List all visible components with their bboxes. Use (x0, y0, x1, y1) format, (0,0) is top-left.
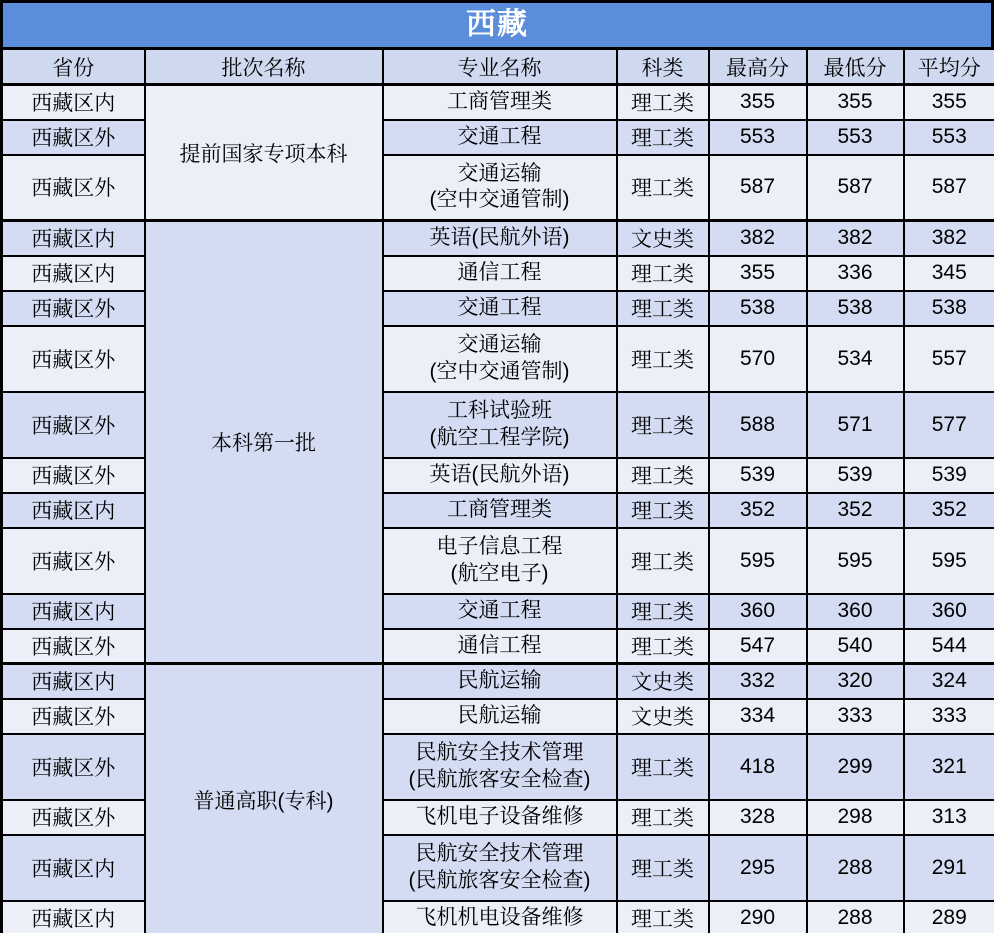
major-line: (民航旅客安全检查) (408, 868, 591, 892)
province-cell: 西藏区外 (2, 392, 145, 458)
category-cell: 理工类 (617, 458, 709, 493)
province-cell: 西藏区内 (2, 221, 145, 256)
min-score-cell: 360 (807, 594, 904, 629)
table-row (2, 664, 994, 699)
category-cell: 理工类 (617, 528, 709, 594)
category-cell: 理工类 (617, 326, 709, 392)
province-cell: 西藏区外 (2, 120, 145, 155)
max-score-cell: 588 (709, 392, 807, 458)
max-score-cell: 382 (709, 221, 807, 256)
table-header (2, 49, 994, 85)
category-cell: 文史类 (617, 664, 709, 699)
major-line: 民航安全技术管理 (415, 842, 584, 866)
category-cell: 理工类 (617, 800, 709, 835)
major-cell (383, 528, 617, 594)
major-cell (383, 699, 617, 734)
avg-score-cell: 544 (904, 629, 994, 664)
avg-score-cell: 539 (904, 458, 994, 493)
avg-score-cell: 289 (904, 901, 994, 933)
min-score-cell: 298 (807, 800, 904, 835)
batch-cell: 本科第一批 (145, 221, 383, 664)
major-line: (空中交通管制) (429, 188, 570, 212)
province-cell: 西藏区内 (2, 85, 145, 120)
major-line: 通信工程 (457, 633, 542, 657)
max-score-cell: 570 (709, 326, 807, 392)
max-score-cell: 332 (709, 664, 807, 699)
max-score-cell: 595 (709, 528, 807, 594)
avg-score-cell: 324 (904, 664, 994, 699)
table-body (2, 85, 994, 933)
min-score-cell: 320 (807, 664, 904, 699)
column-header-batch: 批次名称 (145, 49, 383, 85)
province-cell: 西藏区外 (2, 326, 145, 392)
max-score-cell: 539 (709, 458, 807, 493)
avg-score-cell: 321 (904, 734, 994, 800)
province-cell: 西藏区外 (2, 734, 145, 800)
province-cell: 西藏区外 (2, 699, 145, 734)
avg-score-cell: 587 (904, 155, 994, 221)
major-line: 工商管理类 (447, 497, 552, 521)
major-line: (航空工程学院) (429, 425, 570, 449)
admission-score-table (0, 47, 994, 933)
max-score-cell: 418 (709, 734, 807, 800)
min-score-cell: 288 (807, 901, 904, 933)
province-cell: 西藏区内 (2, 256, 145, 291)
category-cell: 理工类 (617, 291, 709, 326)
major-line: 民航运输 (457, 669, 542, 693)
min-score-cell: 553 (807, 120, 904, 155)
province-cell: 西藏区内 (2, 835, 145, 901)
major-line: 通信工程 (457, 260, 542, 284)
min-score-cell: 355 (807, 85, 904, 120)
province-cell: 西藏区外 (2, 528, 145, 594)
major-line: 英语(民航外语) (429, 462, 570, 486)
min-score-cell: 336 (807, 256, 904, 291)
major-line: (航空电子) (450, 561, 549, 585)
category-cell: 文史类 (617, 699, 709, 734)
major-line: 交通工程 (457, 295, 542, 319)
category-cell: 理工类 (617, 85, 709, 120)
avg-score-cell: 291 (904, 835, 994, 901)
major-line: 电子信息工程 (436, 535, 563, 559)
avg-score-cell: 595 (904, 528, 994, 594)
max-score-cell: 587 (709, 155, 807, 221)
max-score-cell: 553 (709, 120, 807, 155)
category-cell: 理工类 (617, 629, 709, 664)
min-score-cell: 534 (807, 326, 904, 392)
category-cell: 理工类 (617, 120, 709, 155)
avg-score-cell: 382 (904, 221, 994, 256)
major-line: 工科试验班 (447, 399, 552, 423)
category-cell: 理工类 (617, 256, 709, 291)
major-line: (空中交通管制) (429, 359, 570, 383)
major-line: 工商管理类 (447, 90, 552, 114)
province-cell: 西藏区外 (2, 458, 145, 493)
province-cell: 西藏区外 (2, 629, 145, 664)
max-score-cell: 295 (709, 835, 807, 901)
province-cell: 西藏区内 (2, 493, 145, 528)
max-score-cell: 355 (709, 256, 807, 291)
major-cell (383, 800, 617, 835)
major-cell (383, 221, 617, 256)
major-cell (383, 901, 617, 933)
major-cell (383, 664, 617, 699)
province-cell: 西藏区外 (2, 800, 145, 835)
province-cell: 西藏区内 (2, 901, 145, 933)
column-header-avg-score: 平均分 (904, 49, 994, 85)
avg-score-cell: 333 (904, 699, 994, 734)
major-line: 英语(民航外语) (429, 226, 570, 250)
min-score-cell: 587 (807, 155, 904, 221)
column-header-category: 科类 (617, 49, 709, 85)
category-cell: 理工类 (617, 392, 709, 458)
avg-score-cell: 355 (904, 85, 994, 120)
min-score-cell: 538 (807, 291, 904, 326)
max-score-cell: 334 (709, 699, 807, 734)
table-row (2, 221, 994, 256)
category-cell: 理工类 (617, 734, 709, 800)
avg-score-cell: 577 (904, 392, 994, 458)
major-cell (383, 458, 617, 493)
min-score-cell: 540 (807, 629, 904, 664)
category-cell: 文史类 (617, 221, 709, 256)
category-cell: 理工类 (617, 493, 709, 528)
major-cell (383, 120, 617, 155)
max-score-cell: 328 (709, 800, 807, 835)
header-row (2, 49, 994, 85)
major-line: 交通工程 (457, 598, 542, 622)
major-cell (383, 155, 617, 221)
category-cell: 理工类 (617, 594, 709, 629)
major-cell (383, 326, 617, 392)
major-line: (民航旅客安全检查) (408, 767, 591, 791)
avg-score-cell: 345 (904, 256, 994, 291)
category-cell: 理工类 (617, 835, 709, 901)
min-score-cell: 333 (807, 699, 904, 734)
major-cell (383, 594, 617, 629)
major-line: 交通运输 (457, 333, 542, 357)
major-cell (383, 493, 617, 528)
table-row (2, 85, 994, 120)
min-score-cell: 299 (807, 734, 904, 800)
province-cell: 西藏区外 (2, 291, 145, 326)
avg-score-cell: 538 (904, 291, 994, 326)
avg-score-cell: 360 (904, 594, 994, 629)
major-line: 交通运输 (457, 162, 542, 185)
major-line: 民航安全技术管理 (415, 741, 584, 765)
major-cell (383, 835, 617, 901)
column-header-province: 省份 (2, 49, 145, 85)
max-score-cell: 538 (709, 291, 807, 326)
min-score-cell: 352 (807, 493, 904, 528)
min-score-cell: 595 (807, 528, 904, 594)
min-score-cell: 382 (807, 221, 904, 256)
major-line: 飞机机电设备维修 (415, 905, 584, 929)
province-cell: 西藏区内 (2, 664, 145, 699)
min-score-cell: 539 (807, 458, 904, 493)
avg-score-cell: 557 (904, 326, 994, 392)
page-title: 西藏 (0, 0, 994, 47)
major-cell (383, 291, 617, 326)
max-score-cell: 360 (709, 594, 807, 629)
column-header-max-score: 最高分 (709, 49, 807, 85)
max-score-cell: 355 (709, 85, 807, 120)
min-score-cell: 571 (807, 392, 904, 458)
province-cell: 西藏区外 (2, 155, 145, 221)
major-line: 飞机电子设备维修 (415, 804, 584, 828)
batch-cell: 普通高职(专科) (145, 664, 383, 933)
avg-score-cell: 553 (904, 120, 994, 155)
category-cell: 理工类 (617, 901, 709, 933)
major-cell (383, 629, 617, 664)
major-line: 民航运输 (457, 703, 542, 727)
major-line: 交通工程 (457, 124, 542, 148)
min-score-cell: 288 (807, 835, 904, 901)
avg-score-cell: 313 (904, 800, 994, 835)
max-score-cell: 547 (709, 629, 807, 664)
column-header-min-score: 最低分 (807, 49, 904, 85)
avg-score-cell: 352 (904, 493, 994, 528)
max-score-cell: 290 (709, 901, 807, 933)
column-header-major: 专业名称 (383, 49, 617, 85)
category-cell: 理工类 (617, 155, 709, 221)
major-cell (383, 256, 617, 291)
major-cell (383, 392, 617, 458)
batch-cell: 提前国家专项本科 (145, 85, 383, 221)
major-cell (383, 734, 617, 800)
max-score-cell: 352 (709, 493, 807, 528)
major-cell (383, 85, 617, 120)
province-cell: 西藏区内 (2, 594, 145, 629)
